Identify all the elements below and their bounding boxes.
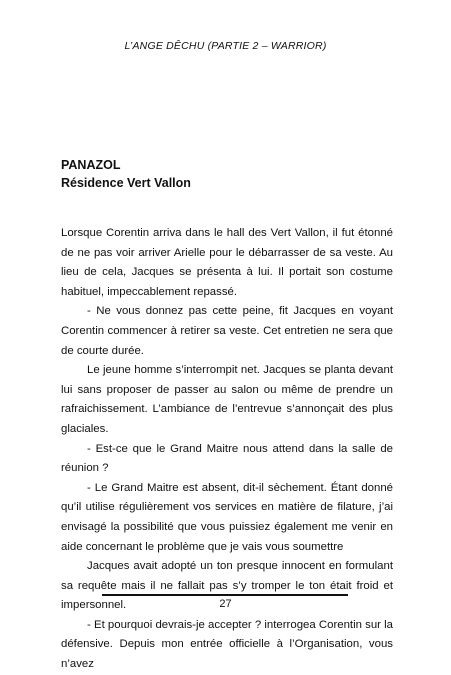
paragraph: Jacques avait adopté un ton presque innocent en formulant sa requête mais il ne fallait pas s’y tromper le ton était froid et impersonnel. xyxy=(61,560,393,612)
section-place: PANAZOL xyxy=(61,158,121,172)
paragraph: Lorsque Corentin arriva dans le hall des Vert Vallon, il fut étonné de ne pas voir arriver Arielle pour le débarrasser de sa veste. Au lieu de cela, Jacques se présenta à lui. Il portait son costume habituel, impeccablement repassé. xyxy=(61,227,393,298)
paragraph: - Et pourquoi devrais-je accepter ? interrogea Corentin sur la défensive. Depuis mon entrée officielle à l’Organisation, vous n’avez xyxy=(61,618,393,671)
footer-rule xyxy=(102,594,348,596)
paragraph: - Est-ce que le Grand Maitre nous attend dans la salle de réunion ? xyxy=(61,442,393,475)
paragraph: - Le Grand Maitre est absent, dit-il sèchement. Étant donné qu’il utilise régulièrement vos services en matière de filature, j’ai envisagé la possibilité que vous puissiez également me venir en aide concernant le problème que je vais vous soumettre xyxy=(61,481,393,553)
page-number: 27 xyxy=(219,598,232,610)
paragraph: - Ne vous donnez pas cette peine, fit Jacques en voyant Corentin commencer à retirer sa veste. Cet entretien ne sera que de courte durée. xyxy=(61,305,393,357)
section-heading xyxy=(61,156,191,192)
running-header: L’ANGE DÊCHU (PARTIE 2 – WARRIOR) xyxy=(124,40,327,52)
paragraph: Le jeune homme s’interrompit net. Jacques se planta devant lui sans proposer de passer au salon ou même de prendre un rafraichissement. L’ambiance de l’entrevue s’annonçait des plus glaciales. xyxy=(61,364,393,435)
section-location: Résidence Vert Vallon xyxy=(61,176,191,190)
